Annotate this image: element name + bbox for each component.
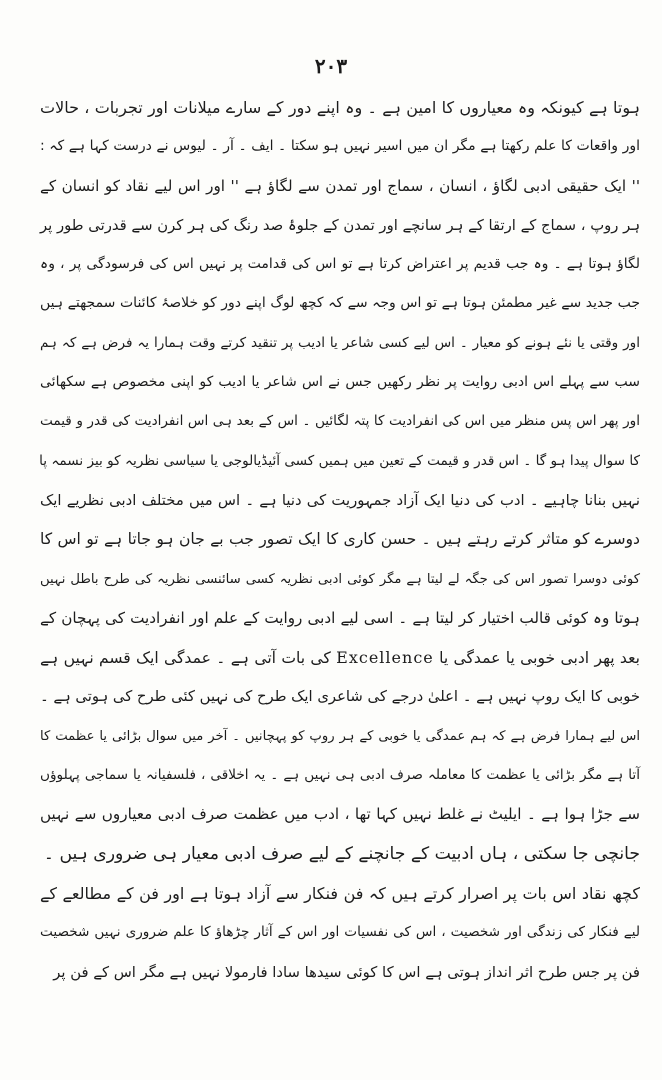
text-line: ہوتا وہ کوئی قالب اختیار کر لیتا ہے ۔ اسی لیے ادبی روایت کے علم اور انفرادیت کی پہچان کے	[40, 608, 640, 627]
text-line: سب سے پہلے اس ادبی روایت پر نظر رکھیں جس نے اس شاعر یا ادیب کو اپنی مخصوص ہے سکھائی	[40, 374, 640, 391]
text-line: ہر روپ ، سماج کے ارتقا کے ہر سانچے اور تمدن کے جلوۂ صد رنگ کی ہر کرن سے قدرتی طور پر	[40, 216, 640, 234]
text-line: لگاؤ ہوتا ہے ۔ وہ جب قدیم پر اعتراض کرتا ہے تو اس کی قدامت پر نہیں اس کی فرسودگی پر ، وہ	[40, 256, 640, 273]
text-line: آتا ہے مگر بڑائی یا عظمت کا معاملہ صرف ادبی ہی نہیں ہے ۔ یہ اخلاقی ، فلسفیانہ یا سماجی پہلوؤں	[40, 767, 640, 784]
text-line: دوسرے کو متاثر کرتے رہتے ہیں ۔ حسن کاری کا ایک تصور جب بے جان ہو جاتا ہے تو اس کا	[40, 530, 640, 549]
text-line: '' ایک حقیقی ادبی لگاؤ ، انسان ، سماج اور تمدن سے لگاؤ ہے '' اور اس لیے نقاد کو انسان کے	[40, 176, 640, 195]
text-line: کوئی دوسرا تصور اس کی جگہ لے لیتا ہے مگر کوئی ادبی نظریہ کسی سائنسی نظریہ کی طرح باطل نہیں	[40, 571, 640, 587]
text-line: خوبی کا ایک روپ نہیں ہے ۔ اعلیٰ درجے کی شاعری ایک طرح کی نہیں کئی طرح کی ہوتی ہے ۔	[39, 688, 640, 706]
text-line: کا سوال پیدا ہو گا ۔ اس قدر و قیمت کے تعین میں ہمیں کسی آئیڈیالوجی یا سیاسی نظریہ کو بیز نسمہ پا	[39, 452, 640, 469]
text-line: جانچی جا سکتی ، ہاں ادبیت کے جانچنے کے لیے صرف ادبی معیار ہی ضروری ہیں ۔	[43, 843, 640, 864]
body-text	[40, 88, 640, 992]
text-line: سے جڑا ہوا ہے ۔ ایلیٹ نے غلط نہیں کہا تھا ، ادب میں عظمت صرف ادبی معیاروں سے نہیں	[40, 805, 640, 824]
text-line: جب جدید سے غیر مطمئن ہوتا ہے تو اس وجہ سے کہ کچھ لوگ اپنے دور کو خلاصۂ کائنات سمجھتے ہیں	[40, 295, 640, 312]
text-line: اور واقعات کا علم رکھتا ہے مگر ان میں اسیر نہیں ہو سکتا ۔ ایف ۔ آر ۔ لیوس نے درست کہا ہے کہ :	[40, 138, 640, 155]
text-segment: بعد پھر ادبی خوبی یا عمدگی یا	[439, 649, 640, 668]
text-line: اور وقتی یا نئے ہونے کو معیار ۔ اس لیے کسی شاعر یا ادیب پر تنقید کرتے وقت ہمارا یہ فرض ہے کہ ہم	[40, 334, 640, 351]
text-line: اور پھر اس پس منظر میں اس کی انفرادیت کا پتہ لگائیں ۔ اس کے بعد ہی اس انفرادیت کی قدر و قیمت	[40, 413, 640, 430]
text-segment: کی بات آتی ہے ۔ عمدگی ایک قسم نہیں ہے	[40, 649, 331, 668]
text-line: اس لیے ہمارا فرض ہے کہ ہم عمدگی یا خوبی کے ہر روپ کو پہچانیں ۔ آخر میں سوال بڑائی یا عظمت کا	[40, 728, 640, 744]
page-number: ٢٠٣	[314, 54, 348, 78]
text-line: لیے فنکار کی زندگی اور شخصیت ، اس کی نفسیات اور اس کے آثار چڑھاؤ کا علم ضروری نہیں شخصیت	[40, 924, 640, 941]
latin-term: Excellence	[336, 648, 434, 668]
text-line: کچھ نقاد اس بات پر اصرار کرتے ہیں کہ فن فنکار سے آزاد ہوتا ہے اور فن کے مطالعے کے	[40, 883, 640, 903]
text-line: نہیں بنانا چاہیے ۔ ادب کی دنیا ایک آزاد جمہوریت کی دنیا ہے ۔ اس میں مختلف ادبی نظریے ایک	[40, 491, 640, 509]
text-line: ہوتا ہے کیونکہ وہ معیاروں کا امین ہے ۔ وہ اپنے دور کے سارے میلانات اور تجربات ، حالات	[40, 98, 640, 117]
text-line-with-latin	[40, 638, 640, 677]
text-line: فن پر جس طرح اثر انداز ہوتی ہے اس کا کوئی سیدھا سادا فارمولا نہیں ہے مگر اس کے فن پر	[53, 963, 640, 981]
